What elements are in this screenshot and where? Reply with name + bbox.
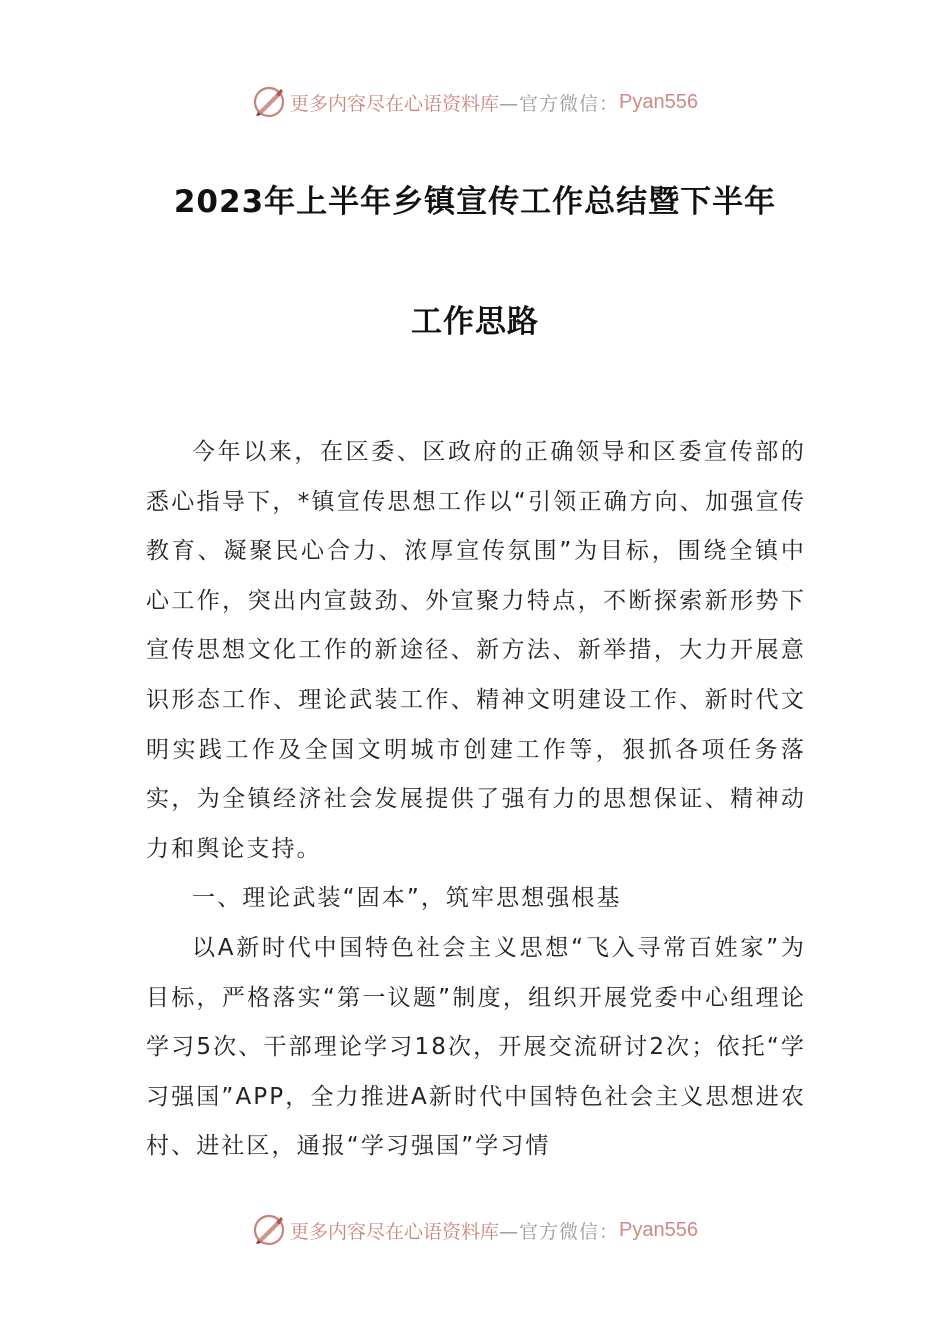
- section-paragraph-block: [146, 924, 806, 1172]
- document-title-line2: 工作思路: [411, 304, 539, 340]
- watermark-footer: [0, 1210, 950, 1250]
- document-title-line1: 2023年上半年乡镇宣传工作总结暨下半年: [173, 184, 777, 220]
- section-1-paragraph: 以A新时代中国特色社会主义思想“飞入寻常百姓家”为目标，严格落实“第一议题”制度，组织开展党委中心组理论学习5次、干部理论学习18次，开展交流研讨2次；依托“学习强国”APP，全力推进A新时代中国特色社会主义思想进农村、进社区，通报“学习强国”学习情: [146, 935, 806, 1160]
- intro-paragraph: 今年以来，在区委、区政府的正确领导和区委宣传部的悉心指导下，*镇宣传思想工作以“引领正确方向、加强宣传教育、凝聚民心合力、浓厚宣传氛围”为目标，围绕全镇中心工作，突出内宣鼓劲、外宣聚力特点，不断探索新形势下宣传思想文化工作的新途径、新方法、新举措，大力开展意识形态工作、理论武装工作、精神文明建设工作、新时代文明实践工作及全国文明城市创建工作等，狠抓各项任务落实，为全镇经济社会发展提供了强有力的思想保证、精神动力和舆论支持。: [146, 439, 806, 862]
- pen-logo-icon: [252, 85, 286, 119]
- watermark-wechat-id: Pyan556: [619, 1218, 698, 1241]
- watermark-sub-text: —官方微信：: [499, 1220, 620, 1243]
- section-heading-1: 一、理论武装“固本”，筑牢思想强根基: [192, 885, 622, 911]
- watermark-sub-text: —官方微信：: [499, 92, 620, 115]
- watermark-wechat-id: Pyan556: [619, 90, 698, 113]
- watermark-main-text: 更多内容尽在心语资料库: [290, 1220, 500, 1243]
- section-heading-block: [146, 874, 806, 924]
- intro-paragraph-block: [146, 428, 806, 874]
- watermark-header: [0, 82, 950, 122]
- watermark-main-text: 更多内容尽在心语资料库: [290, 92, 500, 115]
- pen-logo-icon: [252, 1213, 286, 1247]
